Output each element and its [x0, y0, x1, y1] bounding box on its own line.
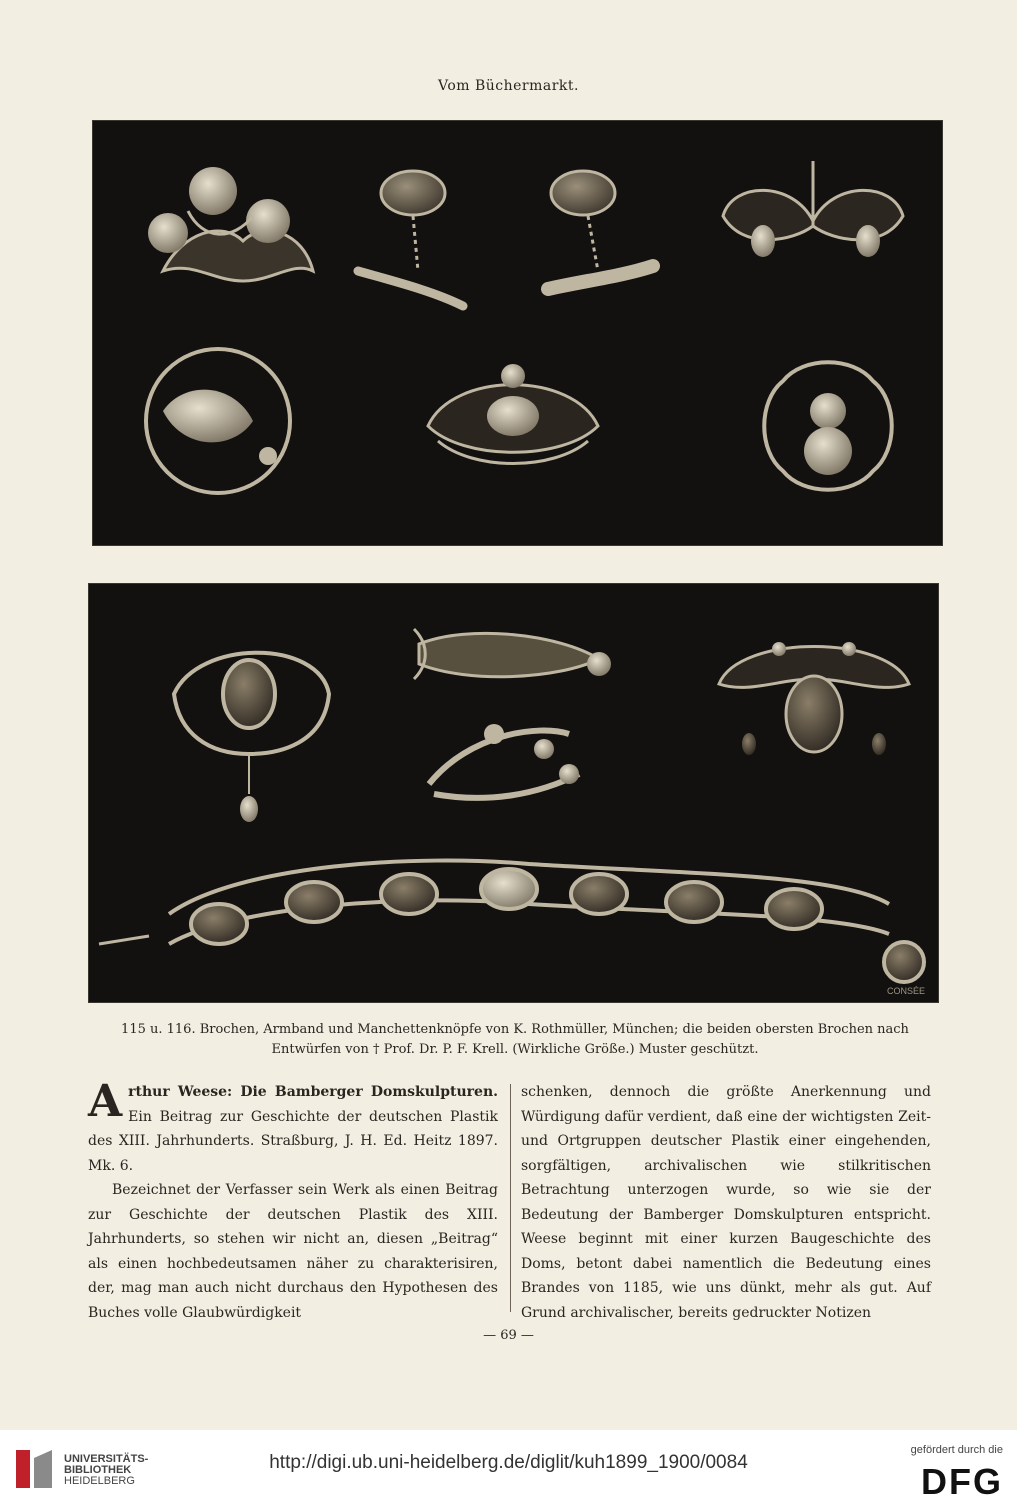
- round-pearl-brooch: [146, 349, 290, 493]
- column-divider: [510, 1084, 511, 1312]
- gemstone-bracelet: [99, 861, 924, 982]
- gear-brooch-with-drop: [174, 653, 329, 822]
- crab-brooch: [428, 364, 598, 464]
- page-number: — 69 —: [483, 1328, 534, 1343]
- scroll-brooch: [723, 161, 903, 257]
- jewelry-photo-plate-bottom: [88, 583, 939, 1003]
- drop-cap: A: [88, 1076, 123, 1127]
- article-column-right: [521, 1080, 931, 1325]
- permalink-url[interactable]: http://digi.ub.uni-heidelberg.de/diglit/kuh1899_1900/0084: [269, 1452, 748, 1473]
- jewelry-photo-plate-top: [92, 120, 943, 546]
- article-subtitle: Ein Beitrag zur Geschichte der deutschen Plastik des XIII. Jahrhunderts. Straßburg, J. H. Ed. Heitz 1897. Mk. 6.: [88, 1108, 498, 1174]
- caption-line-2: Entwürfen von † Prof. Dr. P. F. Krell. (Wirkliche Größe.) Muster geschützt.: [271, 1042, 759, 1057]
- article-left-body: Bezeichnet der Verfasser sein Werk als einen Beitrag zur Geschichte der deutschen Plastik des XIII. Jahrhunderts, so stehen wir nicht an, diesen „Beitrag“ als einen hochbedeutsamen näher zu charakterisiren, der, mag man auch nicht durchaus den Hypothesen des Buches volle Glaubwürdigkeit: [88, 1182, 498, 1321]
- article-right-body: schenken, dennoch die größte Anerkennung und Würdigung dafür verdient, daß eine der wichtigsten Zeit- und Ortgruppen deutscher Plastik einer eingehenden, sorgfältigen, archivalischen wie stilkritischen Betrachtung unterzogen wurde, so wie sie der Bedeutung der Bamberger Domskulpturen entspricht. Weese beginnt mit einer kurzen Baugeschichte des Doms, betont dabei namentlich die Bedeutung eines Brandes von 1185, wie uns dünkt, mehr als gut. Auf Grund archivalischer, bereits gedruckter Notizen: [521, 1084, 931, 1321]
- plate-signature: CONSÉE: [886, 986, 925, 996]
- article-title: rthur Weese: Die Bamberger Domskulpturen.: [128, 1084, 498, 1100]
- jewelry-illustration-bottom: [89, 584, 938, 1002]
- quatrefoil-brooch: [764, 362, 892, 490]
- flower-brooch: [148, 167, 313, 281]
- fish-brooch: [414, 629, 611, 679]
- university-library-name[interactable]: UNIVERSITÄTS- BIBLIOTHEK HEIDELBERG: [64, 1453, 149, 1487]
- cufflink-left: [358, 171, 463, 306]
- medusa-head-brooch: [719, 642, 909, 755]
- cufflink-right: [548, 171, 653, 289]
- floral-spray-brooch: [429, 724, 579, 798]
- article-heading: [88, 1076, 498, 1178]
- figure-caption: [100, 1020, 930, 1060]
- dfg-logo[interactable]: DFG: [921, 1461, 1003, 1502]
- running-head: Vom Büchermarkt.: [438, 78, 579, 94]
- sponsor-label: gefördert durch die: [910, 1444, 1003, 1456]
- jewelry-illustration-top: [93, 121, 942, 545]
- article-column-left: [88, 1076, 498, 1325]
- viewer-footer: [0, 1430, 1017, 1508]
- caption-line-1: 115 u. 116. Brochen, Armband und Manchettenknöpfe von K. Rothmüller, München; die beiden obersten Brochen nach: [121, 1022, 909, 1037]
